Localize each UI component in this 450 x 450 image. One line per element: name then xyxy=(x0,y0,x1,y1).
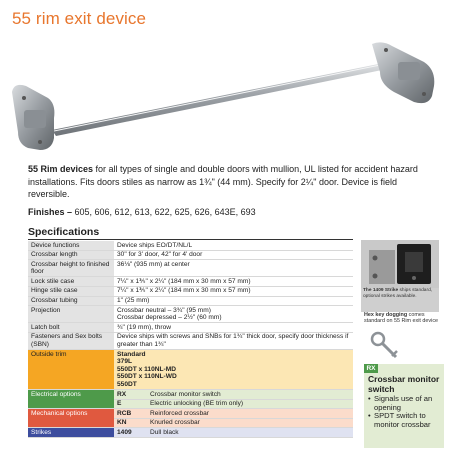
spec-label: Fasteners and Sex bolts (SBN) xyxy=(28,332,114,349)
product-name: 55 Rim devices xyxy=(28,164,94,174)
spec-row xyxy=(28,323,353,333)
hex-key-caption xyxy=(364,312,444,325)
rx-bullet-list xyxy=(368,395,444,429)
spec-value: ¾" (19 mm), throw xyxy=(114,323,353,333)
spec-row xyxy=(28,332,353,349)
option-code: 1409 xyxy=(114,428,147,438)
rx-bullet-text: Signals use of an opening xyxy=(374,394,433,412)
electrical-options-label: Electrical options xyxy=(28,390,114,409)
strike-caption-text: ships standard, optional strikes available. xyxy=(363,288,433,299)
projection-neutral: Crossbar neutral – 3¾" (95 mm) xyxy=(117,306,211,314)
rx-bullet-text: SPDT switch to monitor crossbar xyxy=(374,411,431,429)
spec-label: Crossbar length xyxy=(28,250,114,260)
strike-photo xyxy=(361,240,439,312)
rx-tag: RX xyxy=(364,364,378,373)
outside-trim-label: Outside trim xyxy=(28,350,114,390)
spec-value: Device ships with screws and SNBs for 1¾" thick door, specify door thickness if greater than 1¾" xyxy=(114,332,353,349)
specifications-divider xyxy=(28,239,353,240)
spec-row xyxy=(28,306,353,323)
option-description: Knurled crossbar xyxy=(147,418,353,428)
rx-bullet: • SPDT switch to monitor crossbar xyxy=(368,411,431,429)
strike-caption-title: The 1409 Strike xyxy=(363,288,399,293)
spec-row xyxy=(28,296,353,306)
spec-value: 7¼" x 1⅗" x 2¼" (184 mm x 30 mm x 57 mm) xyxy=(114,277,353,287)
product-description-text: for all types of single and double doors with mullion, UL listed for accident hazard installations. Fits doors stiles as narrow as 1¾" (44 mm). Specify for 2¼" door. Device is field reversible. xyxy=(28,164,418,199)
mechanical-options-label: Mechanical options xyxy=(28,409,114,428)
spec-label: Lock stile case xyxy=(28,277,114,287)
electrical-options-row xyxy=(28,390,353,400)
specifications-table xyxy=(28,241,353,438)
option-code: E xyxy=(114,399,147,409)
spec-row xyxy=(28,241,353,250)
spec-row xyxy=(28,250,353,260)
option-code: KN xyxy=(114,418,147,428)
page-title: 55 rim exit device xyxy=(12,9,147,28)
spec-row xyxy=(28,277,353,287)
outside-trim-item: 550DT x 110NL-MD xyxy=(117,365,176,373)
option-description: Crossbar monitor switch xyxy=(147,390,353,400)
outside-trim-options xyxy=(114,350,353,390)
hex-key-caption-title: Hex key dogging xyxy=(364,312,408,318)
spec-value: 7¼" x 1⅗" x 2¼" (184 mm x 30 mm x 57 mm) xyxy=(114,286,353,296)
strikes-label: Strikes xyxy=(28,428,114,438)
projection-depressed: Crossbar depressed – 2½" (60 mm) xyxy=(117,314,222,322)
outside-trim-row xyxy=(28,350,353,390)
mechanical-options-row xyxy=(28,409,353,419)
spec-label: Crossbar height to finished floor xyxy=(28,260,114,277)
spec-value: 36⅛" (935 mm) at center xyxy=(114,260,353,277)
exit-device-image xyxy=(0,38,450,160)
strike-icon xyxy=(361,240,439,288)
outside-trim-item: Standard xyxy=(117,350,146,358)
specifications-heading: Specifications xyxy=(28,226,100,238)
hex-key-icon xyxy=(370,331,402,361)
option-code: RCB xyxy=(114,409,147,419)
option-code: RX xyxy=(114,390,147,400)
spec-value: Device ships EO/DT/NL/L xyxy=(114,241,353,250)
rx-title: Crossbar monitor switch xyxy=(368,374,440,394)
spec-value: 30" for 3' door, 42" for 4' door xyxy=(114,250,353,260)
hex-key-caption-text: comes standard on 55 Rim exit device xyxy=(364,312,439,325)
option-description: Dull black xyxy=(147,428,353,438)
spec-label: Projection xyxy=(28,306,114,323)
spec-label: Latch bolt xyxy=(28,323,114,333)
finishes-line xyxy=(28,207,428,217)
spec-label: Crossbar tubing xyxy=(28,296,114,306)
spec-value xyxy=(114,306,353,323)
strikes-row xyxy=(28,428,353,438)
product-description xyxy=(28,163,428,201)
spec-row xyxy=(28,286,353,296)
spec-label: Device functions xyxy=(28,241,114,250)
spec-value: 1" (25 mm) xyxy=(114,296,353,306)
rx-option-panel xyxy=(364,364,444,448)
spec-label: Hinge stile case xyxy=(28,286,114,296)
rx-bullet: • Signals use of an opening xyxy=(368,394,433,412)
outside-trim-item: 550DT x 110NL-WD xyxy=(117,373,177,381)
spec-row xyxy=(28,260,353,277)
option-description: Electric unlocking (BE trim only) xyxy=(147,399,353,409)
outside-trim-item: 379L xyxy=(117,358,133,366)
option-description: Reinforced crossbar xyxy=(147,409,353,419)
outside-trim-item: 550DT xyxy=(117,381,137,388)
finishes-list: 605, 606, 612, 613, 622, 625, 626, 643E, 693 xyxy=(72,207,256,217)
finishes-label: Finishes – xyxy=(28,207,73,217)
strike-caption xyxy=(363,288,438,299)
